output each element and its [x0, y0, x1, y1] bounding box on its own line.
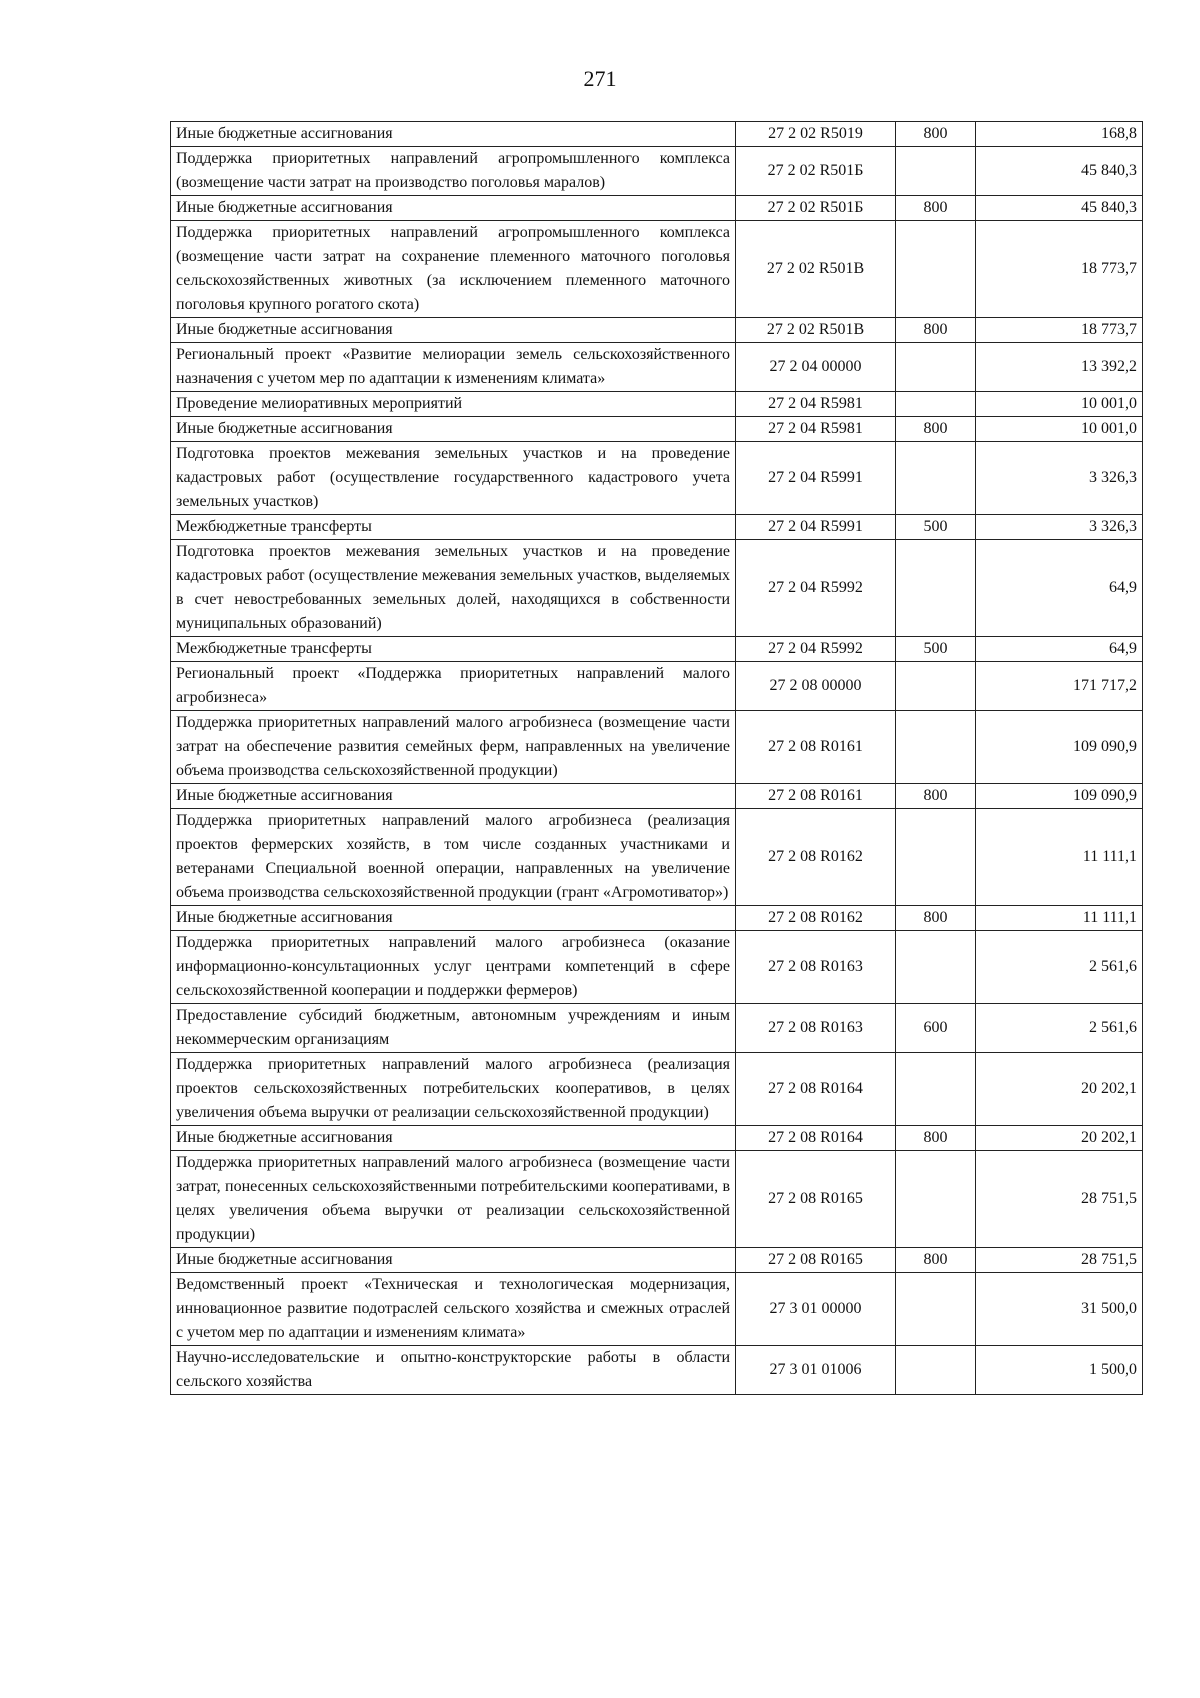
table-row — [171, 662, 1143, 711]
row-expense-type-cell: 800 — [896, 784, 976, 809]
row-code-cell: 27 2 04 R5991 — [736, 515, 896, 540]
table-row — [171, 122, 1143, 147]
row-expense-type-cell — [896, 1053, 976, 1126]
row-expense-type-cell — [896, 1346, 976, 1395]
row-expense-type-cell — [896, 1273, 976, 1346]
row-name-cell: Иные бюджетные ассигнования — [171, 122, 736, 147]
row-name-cell: Межбюджетные трансферты — [171, 515, 736, 540]
table-row — [171, 343, 1143, 392]
row-name-cell: Региональный проект «Поддержка приоритетных направлений малого агробизнеса» — [171, 662, 736, 711]
row-expense-type-cell: 800 — [896, 1126, 976, 1151]
row-expense-type-cell: 800 — [896, 417, 976, 442]
table-row — [171, 1053, 1143, 1126]
table-body — [171, 122, 1143, 1395]
row-expense-type-cell — [896, 147, 976, 196]
row-code-cell: 27 2 04 00000 — [736, 343, 896, 392]
row-code-cell: 27 3 01 00000 — [736, 1273, 896, 1346]
row-code-cell: 27 2 08 R0162 — [736, 809, 896, 906]
row-code-cell: 27 2 08 R0161 — [736, 784, 896, 809]
row-amount-cell: 1 500,0 — [976, 1346, 1143, 1395]
row-name-cell: Поддержка приоритетных направлений агропромышленного комплекса (возмещение части затрат на производство поголовья маралов) — [171, 147, 736, 196]
row-name-cell: Поддержка приоритетных направлений малого агробизнеса (реализация проектов фермерских хозяйств, в том числе созданных участниками и ветеранами Специальной военной операции, направленных на увеличение объема производства сельскохозяйственной продукции (грант «Агромотиватор») — [171, 809, 736, 906]
row-amount-cell: 28 751,5 — [976, 1248, 1143, 1273]
row-name-cell: Поддержка приоритетных направлений малого агробизнеса (возмещение части затрат на обеспечение развития семейных ферм, направленных на увеличение объема производства сельскохозяйственной продукции) — [171, 711, 736, 784]
row-amount-cell: 45 840,3 — [976, 147, 1143, 196]
table-row — [171, 1004, 1143, 1053]
table-row — [171, 1248, 1143, 1273]
row-code-cell: 27 2 04 R5991 — [736, 442, 896, 515]
row-code-cell: 27 2 02 R501Б — [736, 147, 896, 196]
row-expense-type-cell: 800 — [896, 122, 976, 147]
table-row — [171, 515, 1143, 540]
row-amount-cell: 3 326,3 — [976, 442, 1143, 515]
table-row — [171, 711, 1143, 784]
row-code-cell: 27 3 01 01006 — [736, 1346, 896, 1395]
row-name-cell: Иные бюджетные ассигнования — [171, 906, 736, 931]
row-code-cell: 27 2 08 R0164 — [736, 1126, 896, 1151]
row-code-cell: 27 2 08 R0165 — [736, 1151, 896, 1248]
row-amount-cell: 28 751,5 — [976, 1151, 1143, 1248]
table-row — [171, 392, 1143, 417]
row-name-cell: Научно-исследовательские и опытно-конструкторские работы в области сельского хозяйства — [171, 1346, 736, 1395]
row-name-cell: Иные бюджетные ассигнования — [171, 196, 736, 221]
row-amount-cell: 18 773,7 — [976, 318, 1143, 343]
row-expense-type-cell: 800 — [896, 906, 976, 931]
row-name-cell: Иные бюджетные ассигнования — [171, 318, 736, 343]
table-row — [171, 196, 1143, 221]
row-code-cell: 27 2 08 00000 — [736, 662, 896, 711]
row-amount-cell: 10 001,0 — [976, 417, 1143, 442]
row-amount-cell: 45 840,3 — [976, 196, 1143, 221]
row-name-cell: Иные бюджетные ассигнования — [171, 417, 736, 442]
row-amount-cell: 11 111,1 — [976, 809, 1143, 906]
row-expense-type-cell: 800 — [896, 1248, 976, 1273]
row-expense-type-cell — [896, 343, 976, 392]
row-code-cell: 27 2 02 R501Б — [736, 196, 896, 221]
row-name-cell: Региональный проект «Развитие мелиорации земель сельскохозяйственного назначения с учетом мер по адаптации к изменениям климата» — [171, 343, 736, 392]
row-name-cell: Подготовка проектов межевания земельных участков и на проведение кадастровых работ (осуществление государственного кадастрового учета земельных участков) — [171, 442, 736, 515]
table-row — [171, 318, 1143, 343]
row-code-cell: 27 2 08 R0163 — [736, 1004, 896, 1053]
row-expense-type-cell: 800 — [896, 318, 976, 343]
row-amount-cell: 11 111,1 — [976, 906, 1143, 931]
row-expense-type-cell: 500 — [896, 637, 976, 662]
row-code-cell: 27 2 08 R0165 — [736, 1248, 896, 1273]
table-row — [171, 1151, 1143, 1248]
table-row — [171, 147, 1143, 196]
row-code-cell: 27 2 08 R0164 — [736, 1053, 896, 1126]
row-code-cell: 27 2 08 R0161 — [736, 711, 896, 784]
row-code-cell: 27 2 02 R501В — [736, 221, 896, 318]
row-expense-type-cell: 500 — [896, 515, 976, 540]
row-amount-cell: 168,8 — [976, 122, 1143, 147]
row-code-cell: 27 2 02 R5019 — [736, 122, 896, 147]
row-amount-cell: 2 561,6 — [976, 931, 1143, 1004]
row-expense-type-cell: 600 — [896, 1004, 976, 1053]
row-expense-type-cell: 800 — [896, 196, 976, 221]
row-name-cell: Иные бюджетные ассигнования — [171, 784, 736, 809]
row-name-cell: Поддержка приоритетных направлений малого агробизнеса (возмещение части затрат, понесенных сельскохозяйственными потребительскими кооперативами, в целях увеличения объема выручки от реализации сельскохозяйственной продукции) — [171, 1151, 736, 1248]
table-row — [171, 417, 1143, 442]
row-expense-type-cell — [896, 662, 976, 711]
row-amount-cell: 2 561,6 — [976, 1004, 1143, 1053]
row-name-cell: Иные бюджетные ассигнования — [171, 1126, 736, 1151]
table-row — [171, 442, 1143, 515]
row-name-cell: Поддержка приоритетных направлений малого агробизнеса (реализация проектов сельскохозяйственных потребительских кооперативов, в целях увеличения объема выручки от реализации сельскохозяйственной продукции) — [171, 1053, 736, 1126]
page-number: 271 — [583, 66, 617, 91]
row-name-cell: Подготовка проектов межевания земельных участков и на проведение кадастровых работ (осуществление межевания земельных участков, выделяемых в счет невостребованных земельных долей, находящихся в собственности муниципальных образований) — [171, 540, 736, 637]
table-row — [171, 809, 1143, 906]
row-expense-type-cell — [896, 221, 976, 318]
row-name-cell: Ведомственный проект «Техническая и технологическая модернизация, инновационное развитие подотраслей сельского хозяйства и смежных отраслей с учетом мер по адаптации и изменениям климата» — [171, 1273, 736, 1346]
row-expense-type-cell — [896, 540, 976, 637]
row-code-cell: 27 2 04 R5992 — [736, 540, 896, 637]
table-row — [171, 906, 1143, 931]
row-code-cell: 27 2 04 R5981 — [736, 392, 896, 417]
row-amount-cell: 3 326,3 — [976, 515, 1143, 540]
row-code-cell: 27 2 04 R5992 — [736, 637, 896, 662]
row-expense-type-cell — [896, 711, 976, 784]
table-row — [171, 784, 1143, 809]
row-amount-cell: 20 202,1 — [976, 1053, 1143, 1126]
row-expense-type-cell — [896, 392, 976, 417]
row-code-cell: 27 2 04 R5981 — [736, 417, 896, 442]
row-amount-cell: 109 090,9 — [976, 784, 1143, 809]
row-amount-cell: 13 392,2 — [976, 343, 1143, 392]
row-name-cell: Предоставление субсидий бюджетным, автономным учреждениям и иным некоммерческим организациям — [171, 1004, 736, 1053]
row-expense-type-cell — [896, 809, 976, 906]
table-row — [171, 637, 1143, 662]
row-amount-cell: 64,9 — [976, 637, 1143, 662]
row-name-cell: Поддержка приоритетных направлений агропромышленного комплекса (возмещение части затрат на сохранение племенного маточного поголовья сельскохозяйственных животных (за исключением племенного маточного поголовья крупного рогатого скота) — [171, 221, 736, 318]
row-name-cell: Поддержка приоритетных направлений малого агробизнеса (оказание информационно-консультационных услуг центрами компетенций в сфере сельскохозяйственной кооперации и поддержки фермеров) — [171, 931, 736, 1004]
row-expense-type-cell — [896, 1151, 976, 1248]
row-code-cell: 27 2 02 R501В — [736, 318, 896, 343]
table-row — [171, 931, 1143, 1004]
table-row — [171, 1126, 1143, 1151]
budget-table — [170, 121, 1143, 1395]
row-name-cell: Межбюджетные трансферты — [171, 637, 736, 662]
row-code-cell: 27 2 08 R0162 — [736, 906, 896, 931]
row-name-cell: Проведение мелиоративных мероприятий — [171, 392, 736, 417]
row-amount-cell: 20 202,1 — [976, 1126, 1143, 1151]
row-amount-cell: 10 001,0 — [976, 392, 1143, 417]
table-row — [171, 221, 1143, 318]
row-amount-cell: 18 773,7 — [976, 221, 1143, 318]
table-row — [171, 540, 1143, 637]
row-amount-cell: 64,9 — [976, 540, 1143, 637]
row-expense-type-cell — [896, 931, 976, 1004]
table-row — [171, 1346, 1143, 1395]
table-row — [171, 1273, 1143, 1346]
row-name-cell: Иные бюджетные ассигнования — [171, 1248, 736, 1273]
row-code-cell: 27 2 08 R0163 — [736, 931, 896, 1004]
row-amount-cell: 109 090,9 — [976, 711, 1143, 784]
row-amount-cell: 31 500,0 — [976, 1273, 1143, 1346]
row-amount-cell: 171 717,2 — [976, 662, 1143, 711]
row-expense-type-cell — [896, 442, 976, 515]
